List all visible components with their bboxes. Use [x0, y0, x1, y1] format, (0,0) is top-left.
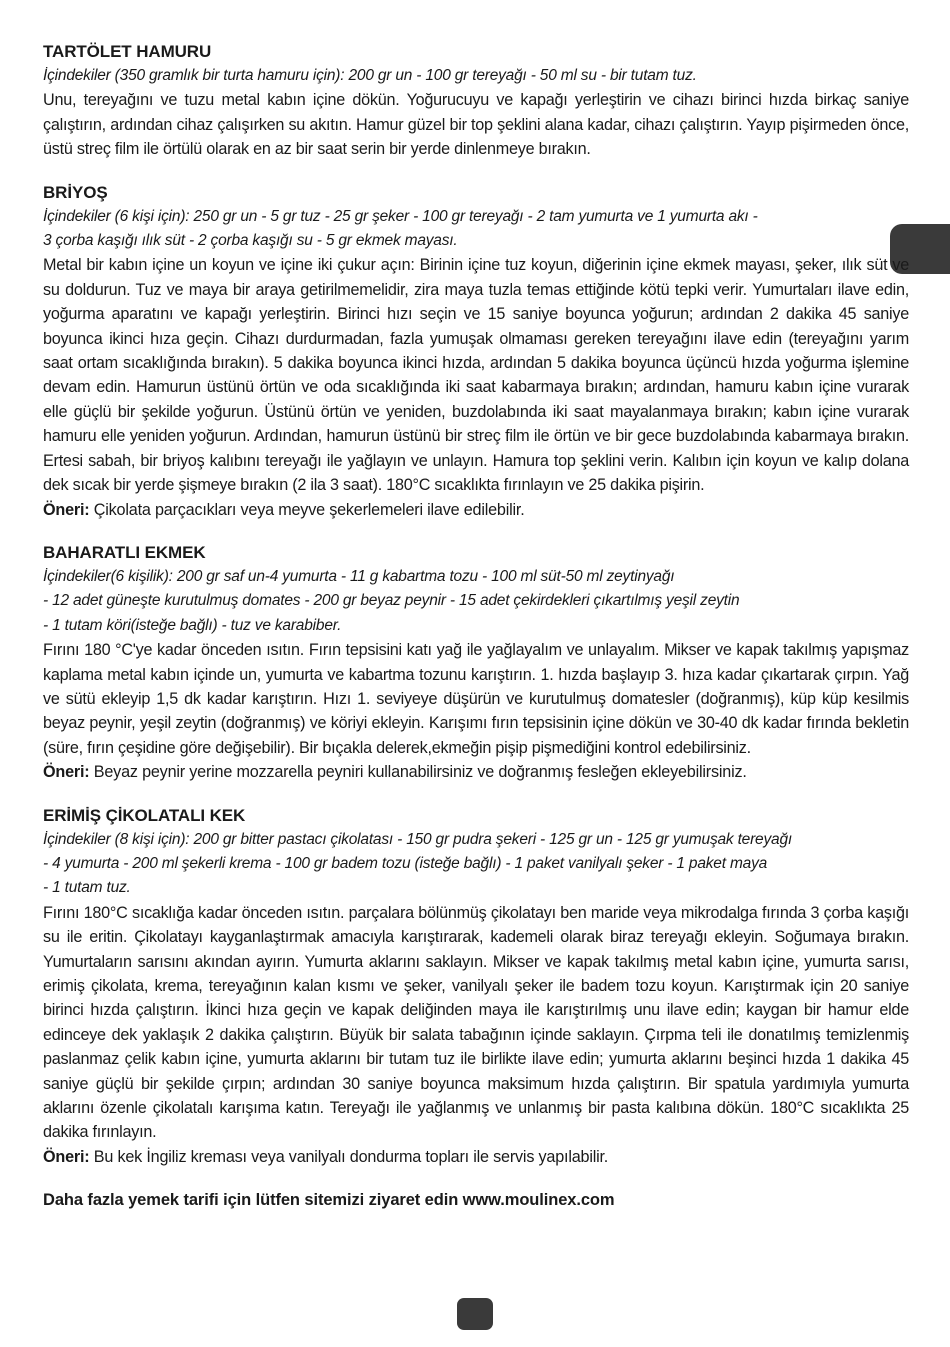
recipe-instructions: Fırını 180 °C'ye kadar önceden ısıtın. Fırın tepsisini katı yağ ile yağlayalım ve unlayalım. Mikser ve kapak takılmış yapışmaz kaplama metal kabın içinde un, yumurta ve kabartma tozunu karıştırın. 1. hızda başlayıp 3. hıza kadar çıkartarak çırpın. Yağ ve sütü ekleyip 1,5 dk kadar karıştırın. Hızı 1. seviyeye düşürün ve kurutulmuş domatesler (doğranmış), küp küp kesilmis beyaz peynir, yeşil zeytin (doğranmış) ve köriyi ekleyin. Karışımı fırın tepsisinin içine dökün ve 30-40 dk kadar fırında bekletin (süre, fırın çeşidine göre değişebilir). Bir bıçakla delerek,ekmeğin pişip pişmediğini kontrol edebilirsiniz.	[43, 641, 909, 757]
footer-website-note: Daha fazla yemek tarifi için lütfen sitemizi ziyaret edin www.moulinex.com	[43, 1191, 615, 1210]
tip-text: Beyaz peynir yerine mozzarella peyniri kullanabilirsiniz ve doğranmış fesleğen ekleyebilirsiniz.	[89, 763, 747, 782]
recipe-erimis-cikolatali-kek	[43, 804, 909, 1170]
page-number-marker	[457, 1298, 493, 1330]
tip-label: Öneri:	[43, 1147, 90, 1166]
recipe-title: ERİMİŞ ÇİKOLATALI KEK	[43, 805, 246, 825]
recipe-tip	[43, 760, 909, 784]
tip-text: Bu kek İngiliz kreması veya vanilyalı dondurma topları ile servis yapılabilir.	[89, 1147, 609, 1166]
recipe-ingredients: İçindekiler (8 kişi için): 200 gr bitter pastacı çikolatası - 150 gr pudra şekeri - 125 gr un - 125 gr yumuşak tereyağı - 4 yumurta - 200 ml şekerli krema - 100 gr badem tozu (isteğe bağlı) - 1 paket vanilyalı şeker - 1 paket maya - 1 tutam tuz.	[43, 830, 792, 897]
recipe-baharatli-ekmek	[43, 541, 909, 785]
recipe-briyos	[43, 181, 909, 522]
recipe-title: TARTÖLET HAMURU	[43, 42, 212, 61]
recipe-tartolet-hamuru	[43, 40, 909, 162]
recipe-ingredients: İçindekiler (350 gramlık bir turta hamuru için): 200 gr un - 100 gr tereyağı - 50 ml su - bir tutam tuz.	[43, 67, 697, 84]
recipe-ingredients: İçindekiler (6 kişi için): 250 gr un - 5 gr tuz - 25 gr şeker - 100 gr tereyağı - 2 tam yumurta ve 1 yumurta akı - 3 çorba kaşığı ılık süt - 2 çorba kaşığı su - 5 gr ekmek mayası.	[43, 207, 758, 250]
recipe-title: BRİYOŞ	[43, 182, 108, 202]
tip-label: Öneri:	[43, 763, 90, 782]
recipe-instructions: Metal bir kabın içine un koyun ve içine iki çukur açın: Birinin içine tuz koyun, diğerinin içine ekmek mayası, şeker, ılık süt ve su doldurun. Tuz ve maya bir araya getirilmemelidir, zira maya tuzla temas ettiğinde kötü tepki verir. Yumurtaları ilave edin, yoğurma aparatını ve kapağı yerleştirin. Birinci hızı seçin ve 15 saniye boyunca yoğurun; ardından 2 dakika 45 saniye boyunca ikinci hıza geçin. Cihazı durdurmadan, fazla yumuşak olmaması gereken tereyağını ilave edin (tereyağını yarım saat ortam sıcaklığında bırakın). 5 dakika boyunca ikinci hızda, ardından 5 dakika boyunca üçüncü hızda yoğurma işlemine devam edin. Hamurun üstünü örtün ve oda sıcaklığında iki saat kabarmaya bırakın; ardından, hamuru kabın içine vurarak elle güçlü bir şekilde yoğurun. Üstünü örtün ve yeniden, buzdolabında iki saat mayalanmaya bırakın; kabın içine vurarak hamuru elle yeniden yoğurun. Ardından, hamurun üstünü bir streç film ile örtün ve bir gece buzdolabında kabarmaya bırakın. Ertesi sabah, bir briyoş kalıbını tereyağı ile yağlayın ve unlayın. Hamura top şeklini verin. Kalıbın için koyun ve kalıp dolana dek sıcak bir yerde şişmeye bırakın (2 ila 3 saat). 180°C sıcaklıkta fırınlayın ve 25 dakika pişirin.	[43, 256, 909, 495]
recipe-ingredients: İçindekiler(6 kişilik): 200 gr saf un-4 yumurta - 11 g kabartma tozu - 100 ml süt-50 ml zeytinyağı - 12 adet güneşte kurutulmuş domates - 200 gr beyaz peynir - 15 adet çekirdekleri çıkartılmış yeşil zeytin - 1 tutam köri(isteğe bağlı) - tuz ve karabiber.	[43, 567, 740, 634]
recipe-tip	[43, 498, 909, 522]
recipe-title: BAHARATLI EKMEK	[43, 542, 206, 562]
recipe-page	[43, 40, 909, 1212]
tip-text: Çikolata parçacıkları veya meyve şekerlemeleri ilave edilebilir.	[89, 500, 525, 519]
recipe-tip	[43, 1145, 909, 1169]
recipe-instructions: Unu, tereyağını ve tuzu metal kabın içine dökün. Yoğurucuyu ve kapağı yerleştirin ve cihazı birinci hızda birkaç saniye çalıştırın, ardından cihaz çalışırken su akıtın. Hamur güzel bir top şeklini alana kadar, cihazı çalıştırın. Yayıp pişirmeden önce, üstü streç film ile örtülü olarak en az bir saat serin bir yerde dinlenmeye bırakın.	[43, 91, 909, 159]
recipe-instructions: Fırını 180°C sıcaklığa kadar önceden ısıtın. parçalara bölünmüş çikolatayı ben maride veya mikrodalga fırında 3 çorba kaşığı su ile eritin. Çikolatayı kayganlaştırmak amacıyla karıştırarak, kademeli olarak biraz tereyağı ekleyin. Soğumaya bırakın. Yumurtaların sarısını akından ayırın. Yumurta aklarını saklayın. Mikser ve kapak takılmış metal kabın içine, yumurta sarısı, erimiş çikolata, krema, tereyağının kalan kısmı ve şeker, vanilyalı şeker ile badem tozu koyun. Karıştırmak için 20 saniye birinci hızda çalıştırın. İkinci hıza geçin ve kapak deliğinden maya ile karıştırılmış unu ilave edin; kaygan bir hamur elde edinceye dek yaklaşık 2 dakika çalıştırın. Büyük bir salata tabağının içinde saklayın. Çırpma teli ile donatılmış temizlenmiş paslanmaz çelik kabın içine, yumurta aklarını bir tutam tuz ile birlikte ilave edin; yumurta aklarını beşinci hızda 1 dakika 45 saniye güçlü bir şekilde çırpın; ardından 30 saniye boyunca maksimum hızda çalıştırın. Bir spatula yardımıyla yumurta aklarını özenle çikolatalı karışıma katın. Tereyağı ile yağlanmış ve unlanmış bir pasta kalıbına dökün. 180°C sıcaklıkta 25 dakika fırınlayın.	[43, 903, 909, 1142]
tip-label: Öneri:	[43, 500, 90, 519]
